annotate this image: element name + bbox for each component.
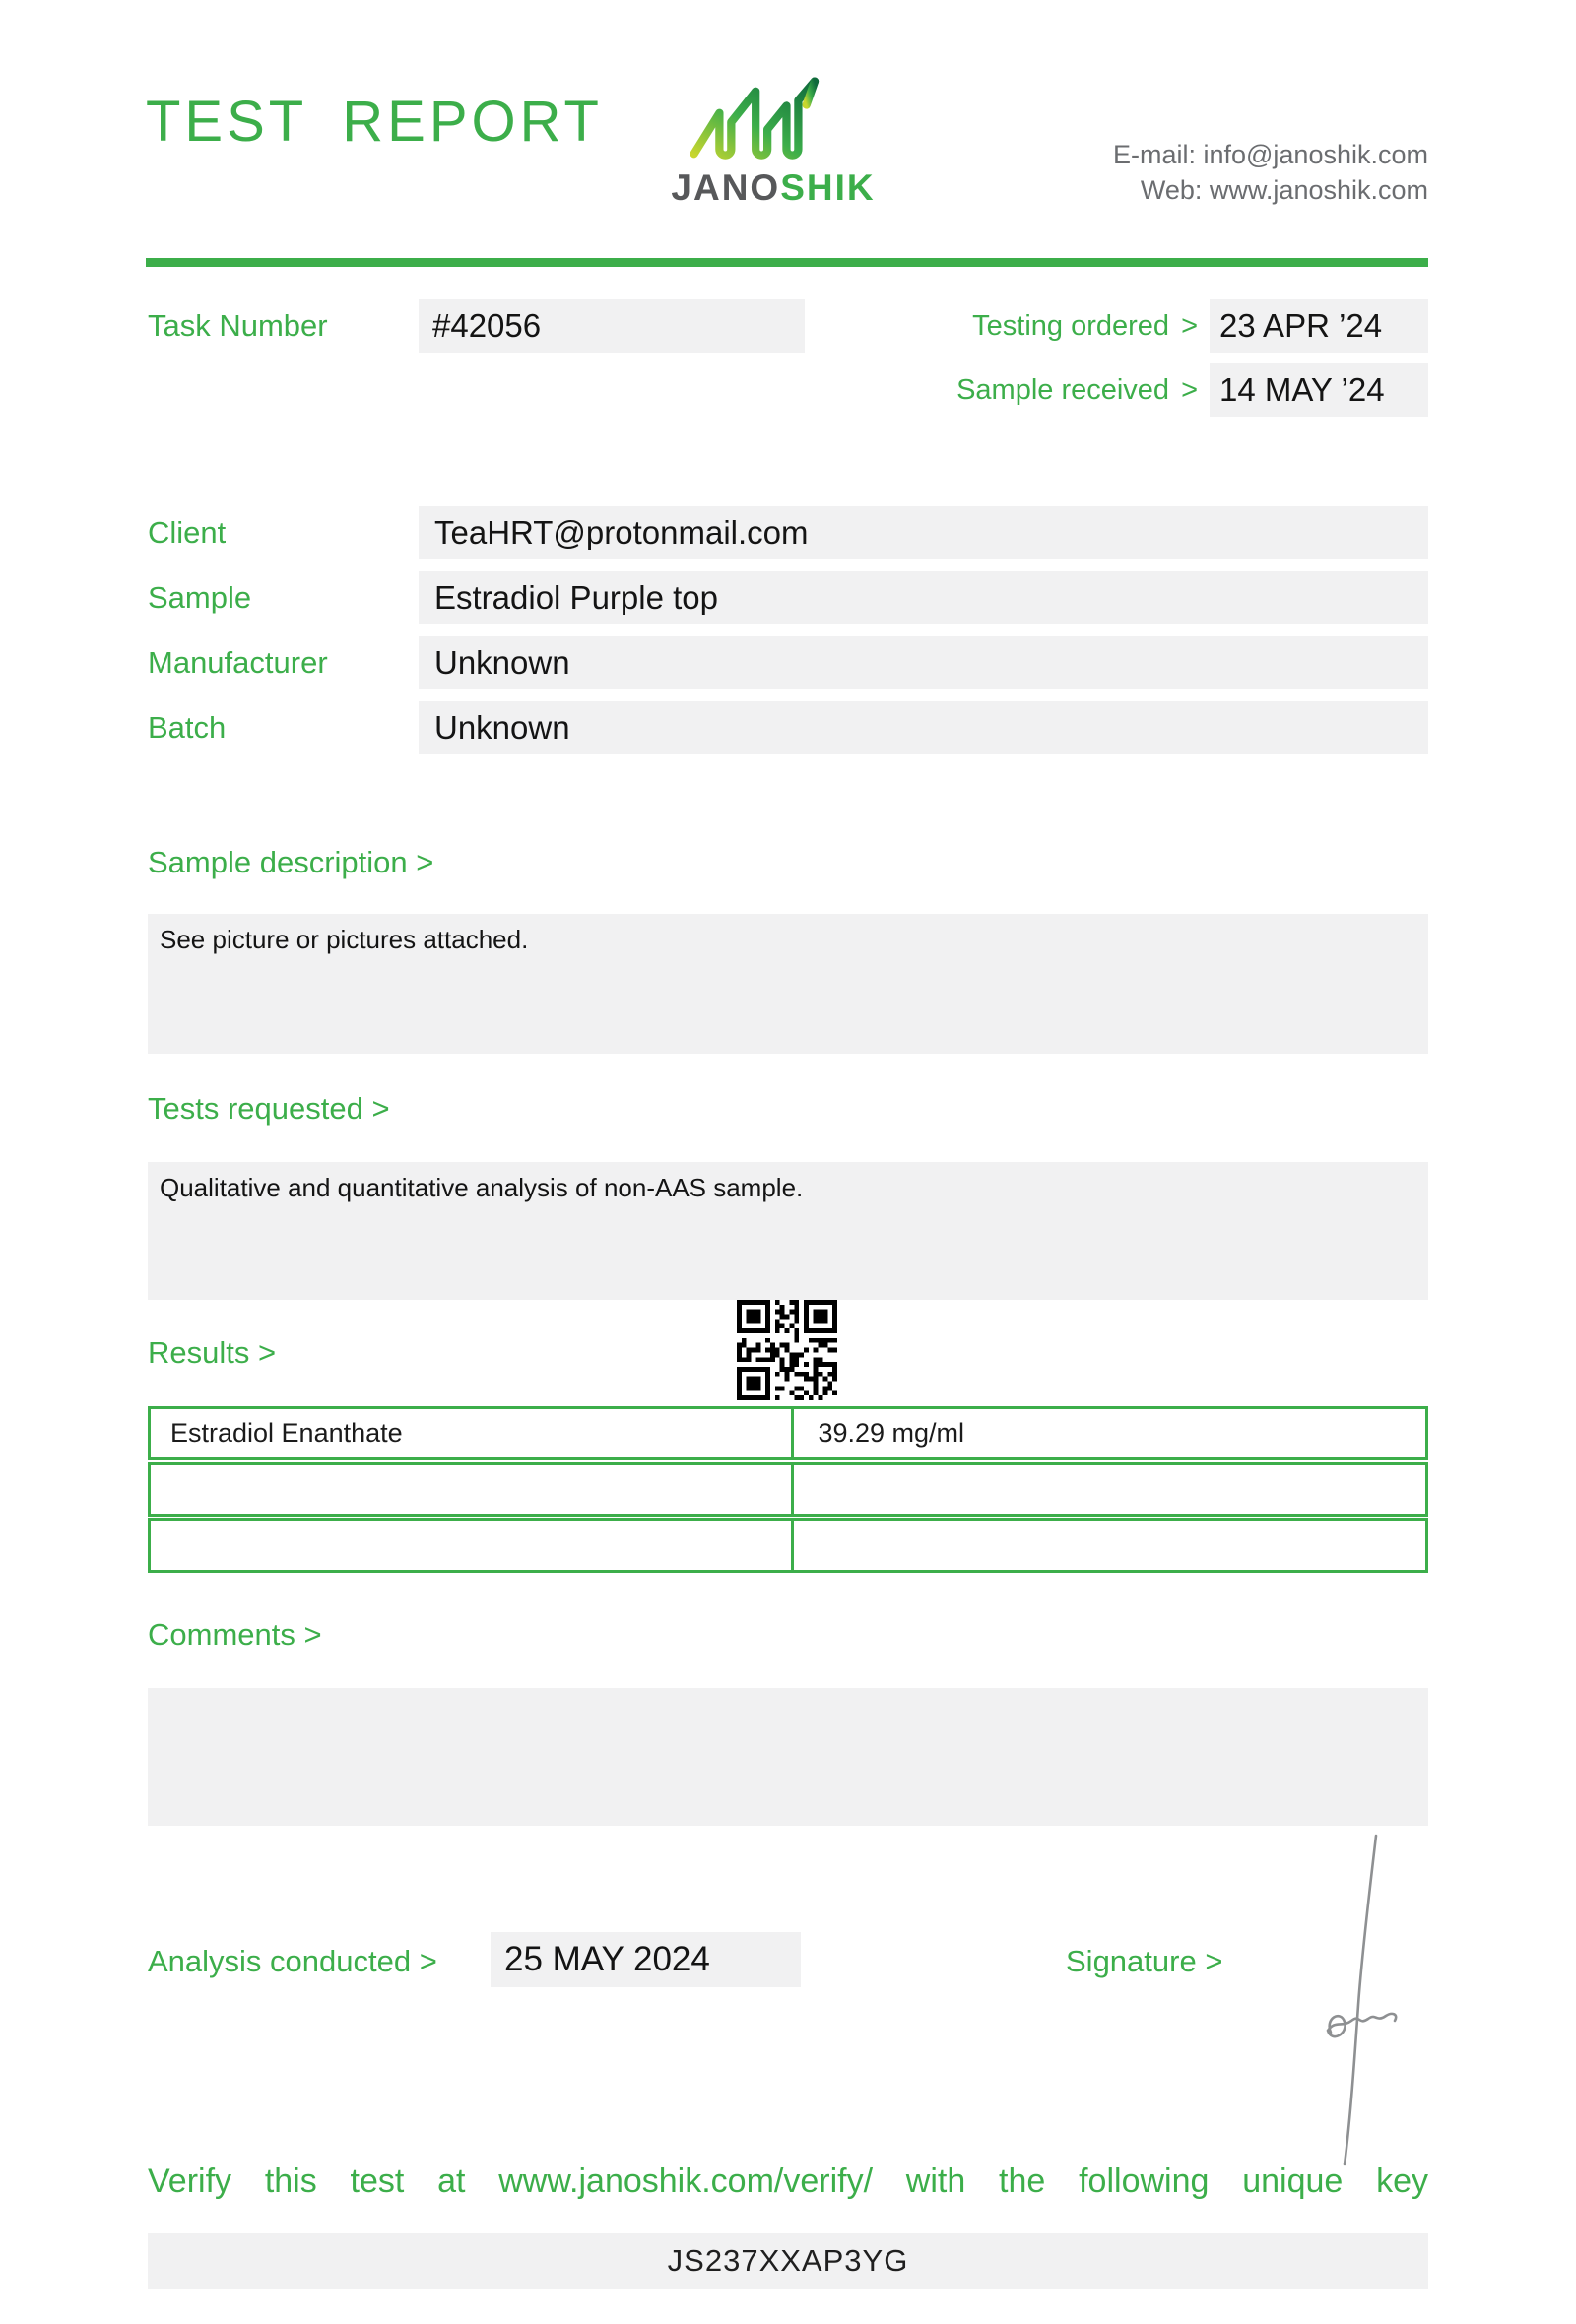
field-row-batch xyxy=(148,701,1428,754)
sample-received-row xyxy=(956,363,1428,417)
tests-requested-box: Qualitative and quantitative analysis of non-AAS sample. xyxy=(148,1162,1428,1300)
arrow-icon: > xyxy=(1181,309,1198,342)
batch-value: Unknown xyxy=(419,701,1428,754)
verify-instruction: Verify this test at www.janoshik.com/verify/ with the following unique key xyxy=(148,2163,1428,2200)
client-label: Client xyxy=(148,515,227,549)
result-cell xyxy=(794,1465,1425,1514)
analyte-cell: Estradiol Enanthate xyxy=(151,1409,794,1457)
analysis-conducted-label: Analysis conducted > xyxy=(148,1944,437,1978)
client-value: TeaHRT@protonmail.com xyxy=(419,506,1428,559)
comments-heading: Comments > xyxy=(148,1617,322,1651)
unique-key-value: JS237XXAP3YG xyxy=(148,2233,1428,2289)
task-number-label: Task Number xyxy=(148,308,328,343)
task-number-value: #42056 xyxy=(419,299,805,353)
contact-email: E-mail: info@janoshik.com xyxy=(1112,140,1428,169)
sample-received-value: 14 MAY ’24 xyxy=(1210,363,1428,417)
testing-ordered-value: 23 APR ’24 xyxy=(1210,299,1428,353)
signature-label: Signature > xyxy=(1066,1944,1223,1978)
contact-web: Web: www.janoshik.com xyxy=(1140,175,1428,205)
result-row xyxy=(148,1406,1428,1460)
field-row-client xyxy=(148,506,1428,559)
result-row xyxy=(148,1518,1428,1573)
testing-ordered-row xyxy=(972,299,1428,353)
page-title: TEST REPORT xyxy=(146,90,603,154)
tests-requested-heading: Tests requested > xyxy=(148,1091,390,1126)
testing-ordered-label: Testing ordered xyxy=(972,309,1170,342)
sample-description-box: See picture or pictures attached. xyxy=(148,914,1428,1054)
analyte-cell xyxy=(151,1465,794,1514)
analyte-cell xyxy=(151,1521,794,1570)
contact-info xyxy=(1113,137,1428,208)
result-cell xyxy=(794,1521,1425,1570)
sample-received-label: Sample received xyxy=(956,373,1170,406)
arrow-icon: > xyxy=(1181,373,1198,406)
field-row-sample xyxy=(148,571,1428,624)
comments-box xyxy=(148,1688,1428,1826)
sample-description-heading: Sample description > xyxy=(148,845,434,879)
brand-name-right: SHIK xyxy=(780,167,876,208)
brand-name-left: JANO xyxy=(671,167,781,208)
result-row xyxy=(148,1462,1428,1517)
sample-label: Sample xyxy=(148,580,252,614)
sample-value: Estradiol Purple top xyxy=(419,571,1428,624)
qr-code xyxy=(737,1300,837,1400)
results-heading: Results > xyxy=(148,1335,277,1370)
manufacturer-value: Unknown xyxy=(419,636,1428,689)
header-divider xyxy=(146,258,1428,267)
analysis-conducted-value: 25 MAY 2024 xyxy=(491,1932,801,1987)
brand-name xyxy=(640,167,906,209)
batch-label: Batch xyxy=(148,710,227,744)
result-cell: 39.29 mg/ml xyxy=(818,1418,965,1448)
results-table xyxy=(148,1406,1428,1573)
field-row-manufacturer xyxy=(148,636,1428,689)
janoshik-logo-icon xyxy=(682,77,890,167)
signature-image xyxy=(1276,1828,1423,2172)
manufacturer-label: Manufacturer xyxy=(148,645,328,679)
